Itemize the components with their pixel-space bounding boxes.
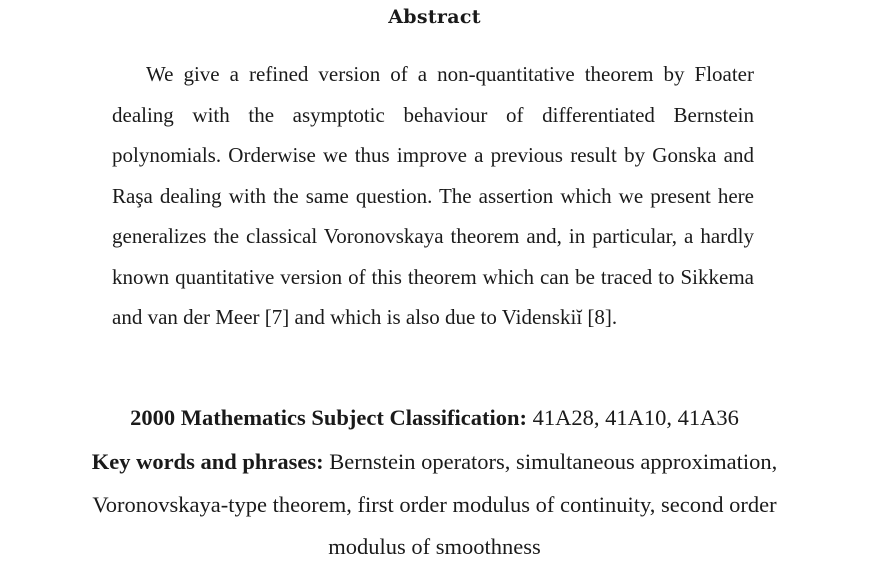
keywords-label: Key words and phrases: [91,449,324,474]
subject-classification [0,398,869,438]
keywords-value: Bernstein operators, simultaneous approximation, Voronovskaya-type theorem, first order modulus of continuity, second order modulus of smoothness [92,449,778,559]
subject-classification-label: 2000 Mathematics Subject Classification: [130,405,527,430]
subject-classification-value: 41A28, 41A10, 41A36 [532,405,739,430]
abstract-heading: Abstract [388,6,481,28]
keywords [80,441,789,569]
abstract-body: We give a refined version of a non-quantitative theorem by Floater dealing with the asymptotic behaviour of differentiated Bernstein polynomials. Orderwise we thus improve a previous result by Gonska and Raşa dealing with the same question. The assertion which we present here generalizes the classical Voronovskaya theorem and, in particular, a hardly known quantitative version of this theorem which can be traced to Sikkema and van der Meer [7] and which is also due to Videnskiĭ [8]. [112,62,754,329]
